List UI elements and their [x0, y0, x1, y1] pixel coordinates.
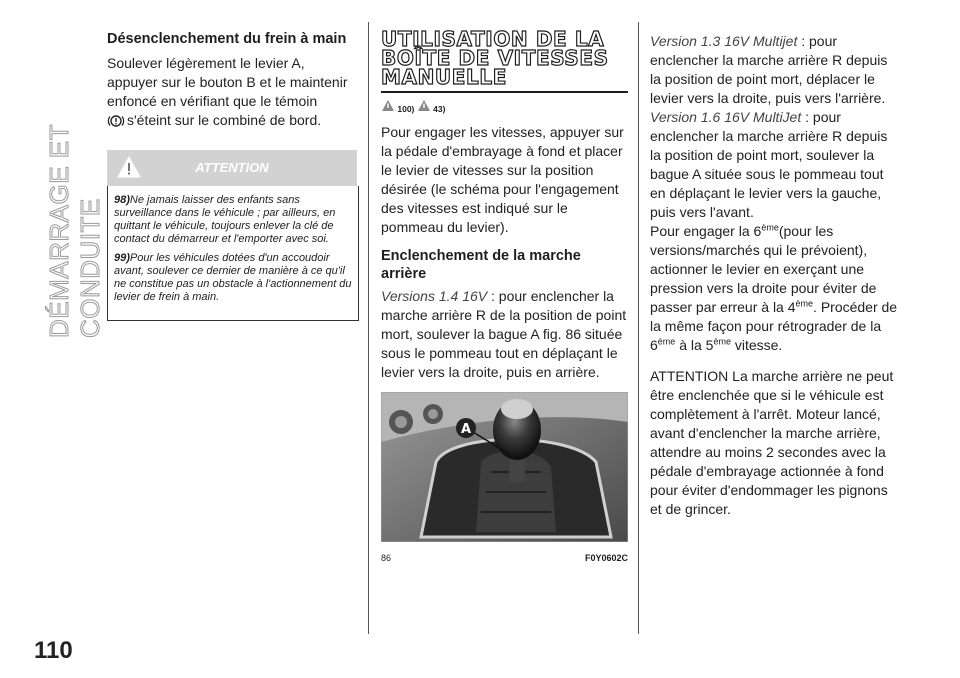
figure-number: 86 [381, 553, 392, 563]
paragraph-handbrake: Soulever légèrement le levier A, appuyer sur le bouton B et le maintenir enfoncé en vérifiant que le témoin s'éteint sur le combiné de bord. [107, 55, 348, 128]
figure-code: F0Y0602C [584, 553, 628, 563]
warning-references: 100) 43) [381, 99, 628, 117]
column-divider [638, 22, 639, 634]
brake-warning-icon [107, 114, 125, 128]
paragraph-reverse-16: Version 1.6 16V MultiJet : pour enclencher la marche arrière R depuis la position de point mort, soulever la bague A située sous le pommeau tout en déplaçant le levier vers la gauche, puis vers l'avant. [650, 109, 888, 220]
heading-reverse-gear: Enclenchement de la marche arrière [381, 248, 581, 282]
section-side-title: DÉMARRAGE ET CONDUITE [44, 124, 105, 338]
paragraph-attention-reverse: ATTENTION La marche arrière ne peut être enclenchée que si le véhicule est complètement à l'arrêt. Moteur lancé, avant d'enclencher la marche arrière, attendre au moins 2 secondes avec la pédale d'embrayage actionnée à fond pour éviter d'endommager les pignons et de grincer. [650, 368, 894, 517]
column-1 [107, 30, 357, 321]
gear-lever-illustration [381, 392, 628, 542]
paragraph-gear-engage: Pour engager les vitesses, appuyer sur la pédale d'embrayage à fond et placer le levier de vitesses sur la position désirée (le schéma pour l'engagement des vitesses est indiqué sur le pommeau du levier). [381, 124, 624, 235]
section-title: UTILISATION DE LA BOÎTE DE VITESSES MANUELLE [381, 27, 609, 89]
column-divider [368, 22, 369, 634]
warning-triangle-icon [381, 99, 395, 112]
attention-item: 98)Ne jamais laisser des enfants sans surveillance dans le véhicule ; par ailleurs, en quittant le véhicule, toujours enlever la clé de contact du démarreur et l'emporter avec soi. [114, 194, 336, 245]
column-2 [381, 27, 628, 563]
paragraph-reverse-14: Versions 1.4 16V : pour enclencher la marche arrière R de la position de point mort, soulever la bague A fig. 86 située sous le pommeau tout en déplaçant le levier vers la droite, puis en arrière. [381, 288, 627, 380]
title-rule [381, 91, 628, 93]
warning-triangle-icon [417, 99, 431, 112]
figure-caption [381, 553, 628, 563]
attention-item: 99)Pour les véhicules dotées d'un accoudoir avant, soulever ce dernier de manière à ce qu'il ne constitue pas un obstacle à l'actionnement du levier de frein à main. [114, 252, 352, 303]
attention-box [107, 186, 359, 321]
attention-header [107, 150, 357, 186]
paragraph-sixth-gear: Pour engager la 6ème(pour les versions/marchés qui le prévoient), actionner le levier en exerçant une pression vers la droite pour éviter de passer par erreur à la 4ème. Procéder de la même façon pour rétrograder de la 6ème à la 5ème vitesse. [650, 222, 898, 353]
gear-lever-figure [381, 392, 628, 563]
page-number: 110 [34, 637, 73, 664]
column-3 [650, 32, 898, 519]
heading-handbrake-release: Désenclenchement du frein à main [107, 31, 347, 47]
figure-label-a: A [460, 422, 472, 437]
attention-title: ATTENTION [195, 160, 269, 175]
paragraph-reverse-13: Version 1.3 16V Multijet : pour enclencher la marche arrière R depuis la position de point mort, déplacer le levier vers la droite, puis vers l'arrière. [650, 33, 888, 106]
